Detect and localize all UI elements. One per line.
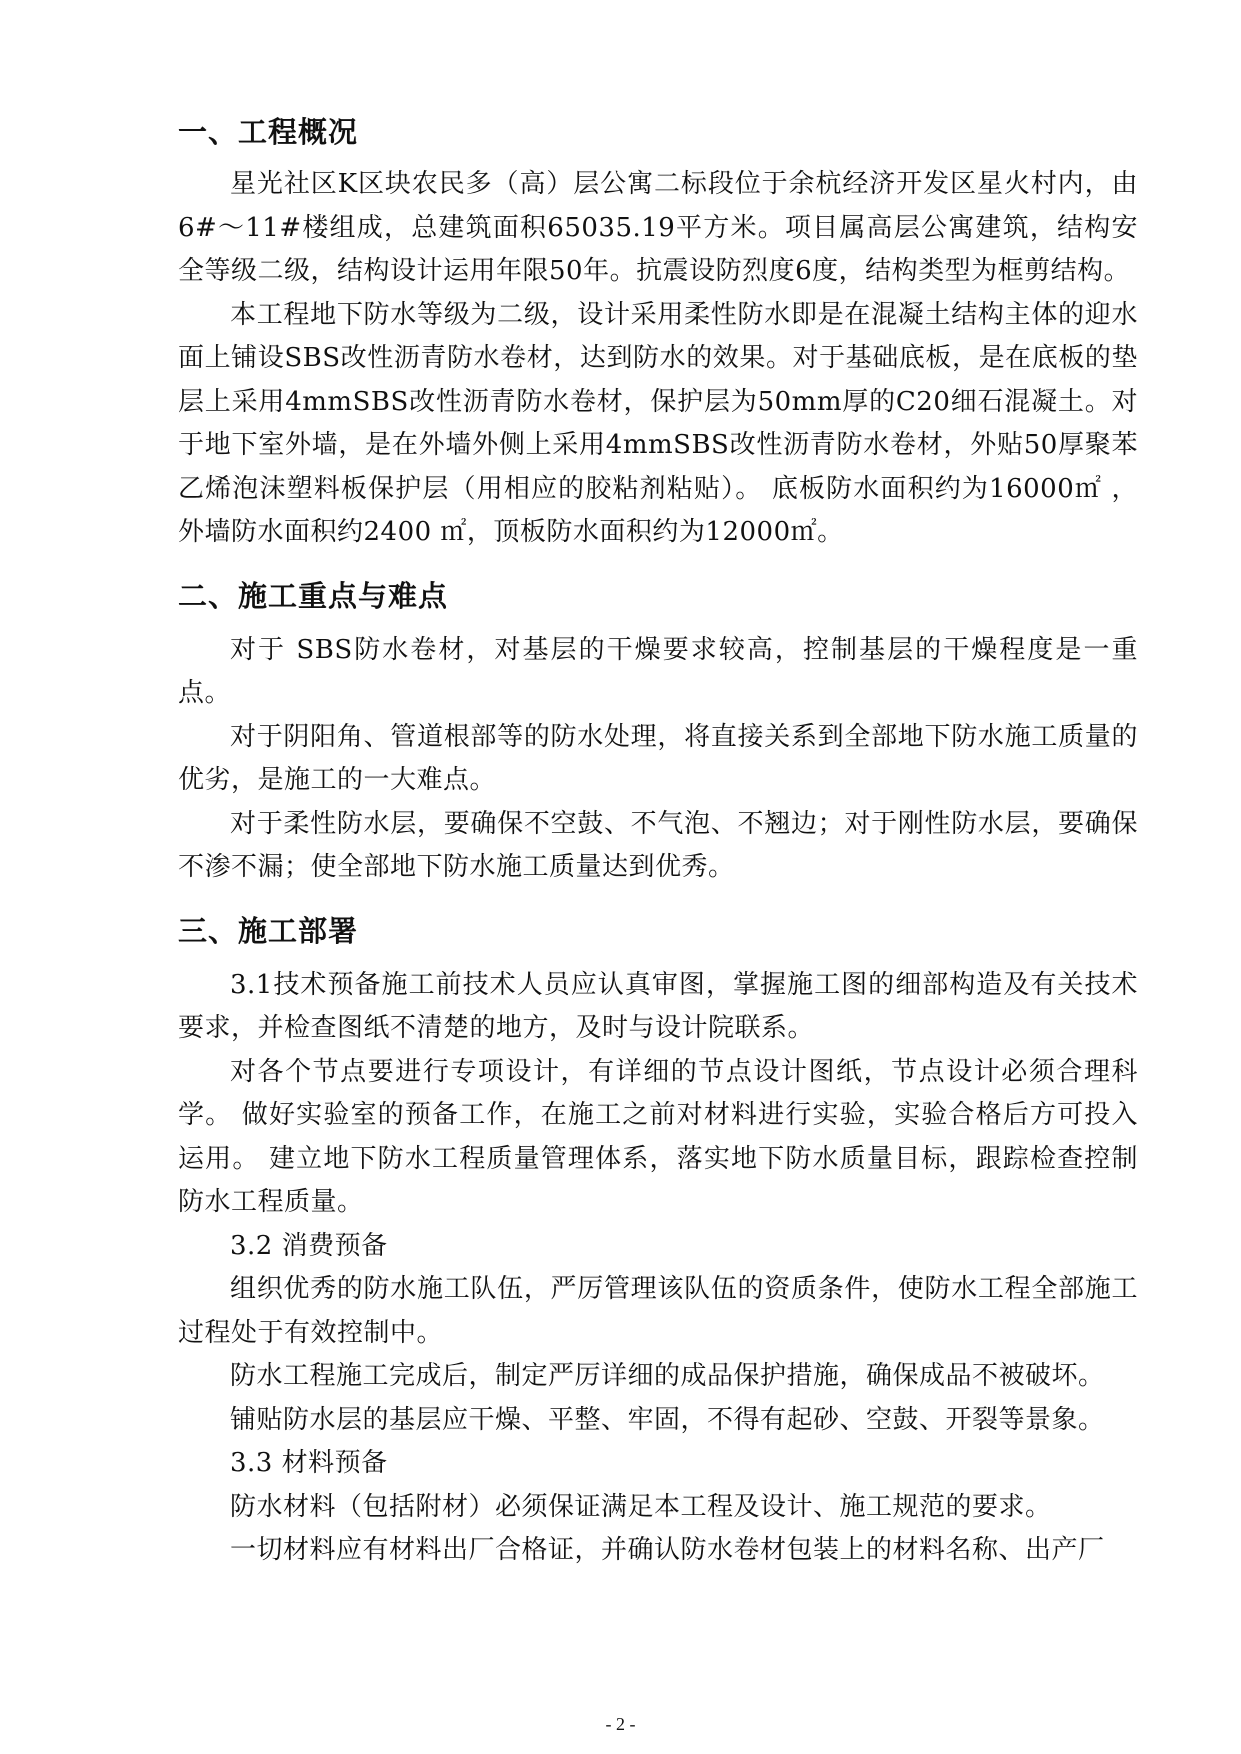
section-heading: 一、工程概况 [178, 115, 359, 149]
page-number: - 2 - [605, 1714, 636, 1734]
paragraph: 对于 SBS防水卷材，对基层的干燥要求较高，控制基层的干燥程度是一重点。 [178, 634, 1138, 708]
document-body [178, 103, 1138, 1573]
section-heading: 二、施工重点与难点 [178, 578, 449, 613]
paragraph: 本工程地下防水等级为二级，设计采用柔性防水即是在混凝土结构主体的迎水面上铺设SBS改性沥青防水卷材，达到防水的效果。对于基础底板，是在底板的垫层上采用4mmSBS改性沥青防水卷材，保护层为50mm厚的C20细石混凝土。对于地下室外墙，是在外墙外侧上采用4mmSBS改性沥青防水卷材，外贴50厚聚苯乙烯泡沫塑料板保护层（用相应的胶粘剂粘贴）。 底板防水面积约为16000㎡ ，外墙防水面积约2400 ㎡，顶板防水面积约为12000㎡。 [178, 299, 1138, 547]
paragraph: 防水材料（包括附材）必须保证满足本工程及设计、施工规范的要求。 [230, 1491, 1052, 1522]
paragraph: 对于柔性防水层，要确保不空鼓、不气泡、不翘边；对于刚性防水层，要确保不渗不漏；使全部地下防水施工质量达到优秀。 [178, 808, 1138, 882]
paragraph: 对各个节点要进行专项设计，有详细的节点设计图纸，节点设计必须合理科学。 做好实验室的预备工作，在施工之前对材料进行实验，实验合格后方可投入运用。 建立地下防水工程质量管理体系，落实地下防水质量目标，跟踪检查控制防水工程质量。 [178, 1056, 1138, 1217]
paragraph: 防水工程施工完成后，制定严厉详细的成品保护措施，确保成品不被破坏。 [230, 1361, 1105, 1391]
paragraph: 一切材料应有材料出厂合格证，并确认防水卷材包装上的材料名称、出产厂 [230, 1535, 1105, 1565]
paragraph: 铺贴防水层的基层应干燥、平整、牢固，不得有起砂、空鼓、开裂等景象。 [230, 1404, 1105, 1435]
section-key-difficulties [178, 567, 1138, 890]
subheading-3-2: 3.2 消费预备 [230, 1230, 388, 1261]
paragraph: 对于阴阳角、管道根部等的防水处理，将直接关系到全部地下防水施工质量的优劣，是施工的一大难点。 [178, 721, 1138, 795]
section-heading: 三、施工部署 [178, 913, 359, 948]
section-construction-deployment [178, 902, 1138, 1573]
paragraph: 3.1技术预备施工前技术人员应认真审图，掌握施工图的细部构造及有关技术要求，并检查图纸不清楚的地方，及时与设计院联系。 [178, 969, 1138, 1043]
section-project-overview [178, 103, 1138, 555]
paragraph: 组织优秀的防水施工队伍，严厉管理该队伍的资质条件，使防水工程全部施工过程处于有效控制中。 [178, 1274, 1138, 1348]
paragraph: 星光社区K区块农民多（高）层公寓二标段位于余杭经济开发区星火村内，由6#～11#楼组成，总建筑面积65035.19平方米。项目属高层公寓建筑，结构安全等级二级，结构设计运用年限50年。抗震设防烈度6度，结构类型为框剪结构。 [178, 169, 1138, 286]
subheading-3-3: 3.3 材料预备 [230, 1448, 388, 1478]
